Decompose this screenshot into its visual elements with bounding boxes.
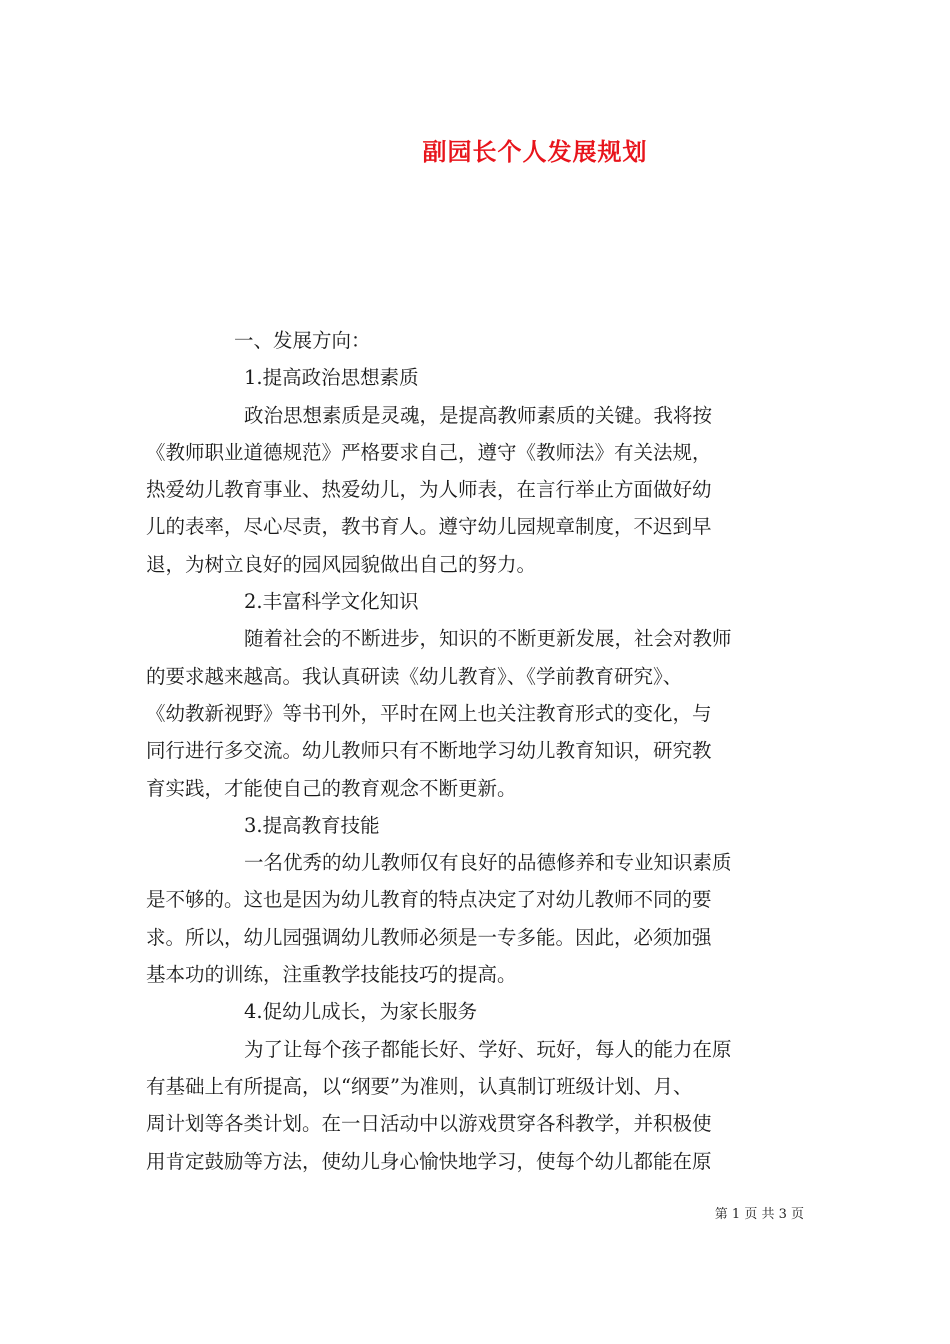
paragraph-line: 基本功的训练，注重教学技能技巧的提高。 bbox=[146, 963, 517, 987]
paragraph-line: 育实践，才能使自己的教育观念不断更新。 bbox=[146, 776, 517, 800]
paragraph-line: 《教师职业道德规范》严格要求自己，遵守《教师法》有关法规， bbox=[146, 440, 712, 464]
section-heading: 4.促幼儿成长，为家长服务 bbox=[244, 1000, 478, 1024]
paragraph-line: 有基础上有所提高，以“纲要”为准则，认真制订班级计划、月、 bbox=[146, 1074, 693, 1098]
paragraph-line: 热爱幼儿教育事业、热爱幼儿，为人师表，在言行举止方面做好幼 bbox=[146, 478, 712, 502]
section-heading: 一、发展方向： bbox=[234, 329, 371, 352]
paragraph-line: 儿的表率，尽心尽责，教书育人。遵守幼儿园规章制度，不迟到早 bbox=[146, 515, 712, 539]
paragraph-line: 的要求越来越高。我认真研读《幼儿教育》、《学前教育研究》、 bbox=[146, 664, 683, 688]
section-heading: 1.提高政治思想素质 bbox=[244, 366, 419, 390]
paragraph-line: 是不够的。这也是因为幼儿教育的特点决定了对幼儿教师不同的要 bbox=[146, 888, 712, 912]
section-heading: 3.提高教育技能 bbox=[244, 813, 380, 837]
paragraph-line: 退，为树立良好的园风园貌做出自己的努力。 bbox=[146, 552, 537, 576]
paragraph-line: 用肯定鼓励等方法，使幼儿身心愉快地学习，使每个幼儿都能在原 bbox=[146, 1149, 712, 1173]
paragraph-line: 求。所以，幼儿园强调幼儿教师必须是一专多能。因此，必须加强 bbox=[146, 925, 712, 949]
paragraph-line: 为了让每个孩子都能长好、学好、玩好，每人的能力在原 bbox=[244, 1037, 732, 1061]
page-number-footer: 第 1 页 共 3 页 bbox=[714, 1207, 804, 1222]
section-heading: 2.丰富科学文化知识 bbox=[244, 590, 419, 614]
paragraph-line: 周计划等各类计划。在一日活动中以游戏贯穿各科教学，并积极使 bbox=[146, 1112, 712, 1136]
paragraph-line: 同行进行多交流。幼儿教师只有不断地学习幼儿教育知识，研究教 bbox=[146, 739, 712, 763]
paragraph-line: 随着社会的不断进步，知识的不断更新发展，社会对教师 bbox=[244, 627, 732, 651]
paragraph-line: 《幼教新视野》等书刊外，平时在网上也关注教育形式的变化，与 bbox=[146, 701, 712, 725]
document-body bbox=[146, 322, 806, 1180]
paragraph-line: 一名优秀的幼儿教师仅有良好的品德修养和专业知识素质 bbox=[244, 851, 732, 875]
paragraph-line: 政治思想素质是灵魂，是提高教师素质的关键。我将按 bbox=[244, 403, 713, 427]
document-title: 副园长个人发展规划 bbox=[422, 137, 648, 166]
